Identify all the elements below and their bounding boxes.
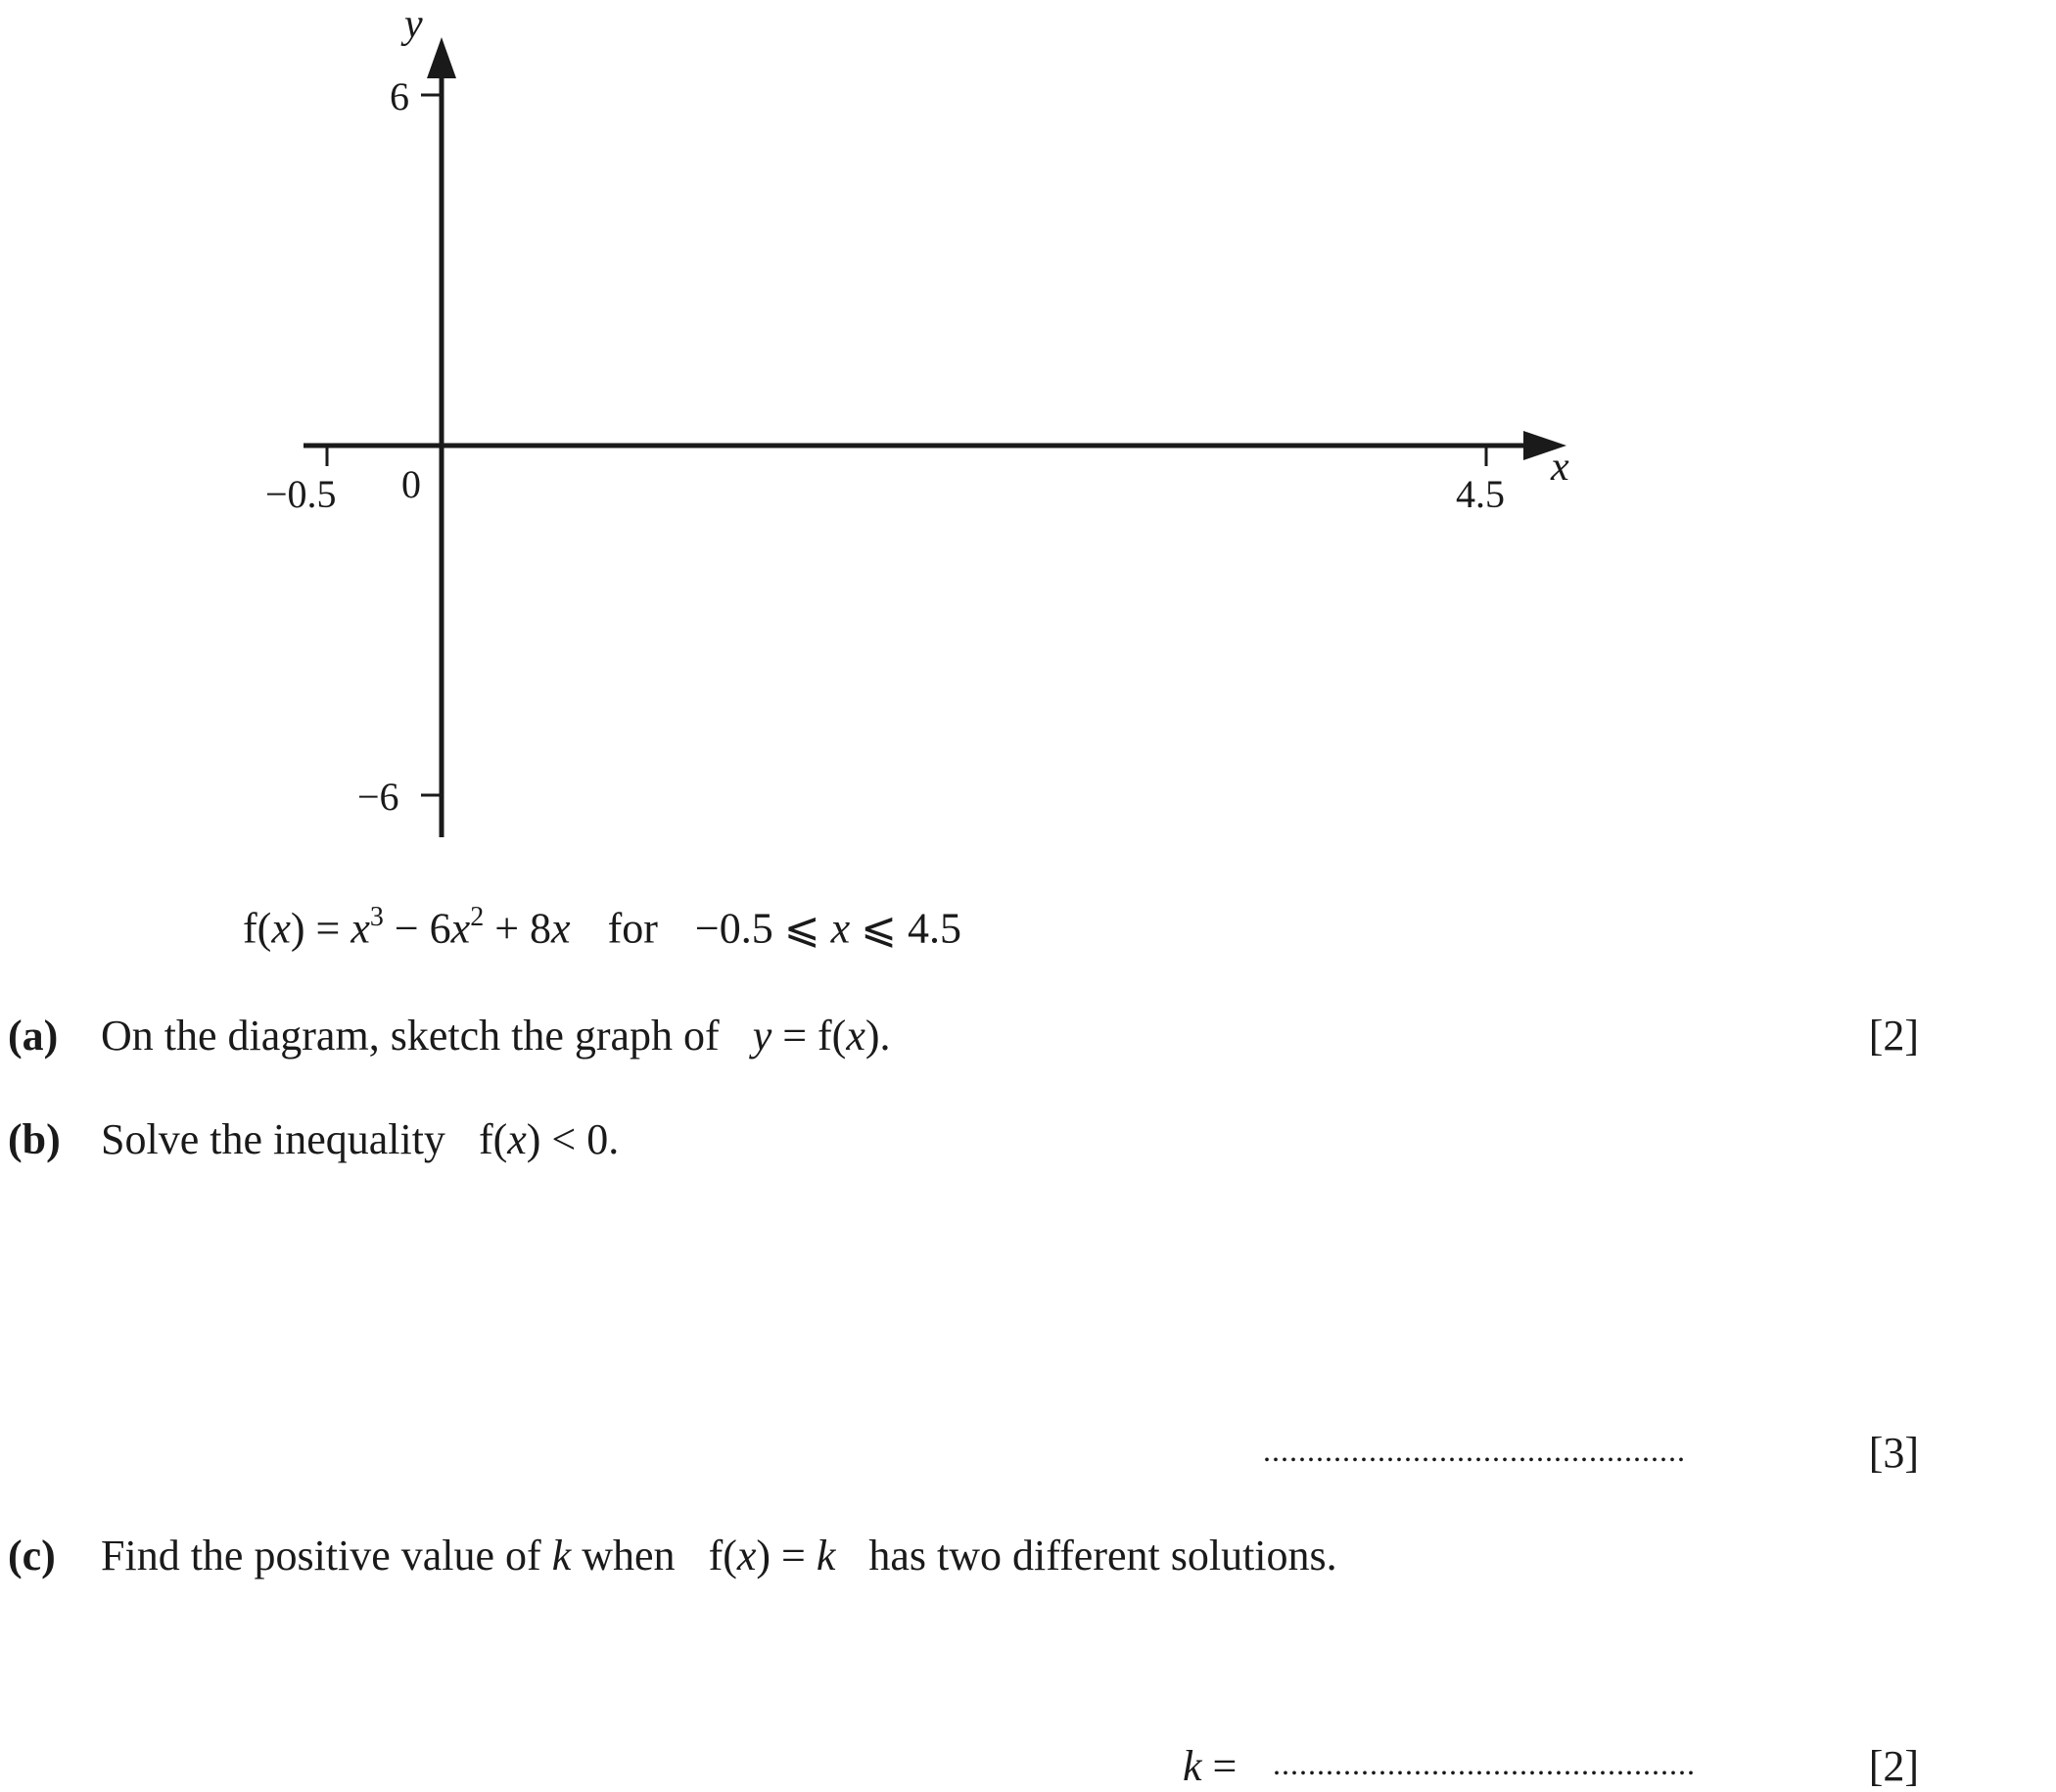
question-b-label: (b) xyxy=(8,1115,61,1163)
question-b-expr-1: f( xyxy=(478,1115,508,1163)
blank-axes-diagram xyxy=(0,0,2056,881)
question-c-expr-1: f( xyxy=(708,1532,737,1580)
func-domain-var: x xyxy=(830,904,851,953)
x-tick-label-4-5: 4.5 xyxy=(1456,472,1505,516)
function-definition xyxy=(243,902,961,953)
func-exp1: 3 xyxy=(369,902,384,932)
question-c-label: (c) xyxy=(8,1532,56,1580)
question-c-answer-line[interactable]: ................................................ xyxy=(1273,1746,1696,1781)
question-b-marks: [3] xyxy=(1868,1429,1919,1477)
question-b-answer-line[interactable]: ................................................ xyxy=(1263,1433,1686,1468)
question-c-expr-x: x xyxy=(736,1532,757,1580)
question-a-marks: [2] xyxy=(1868,1012,1919,1060)
question-b-expr-2: ) < 0. xyxy=(526,1115,620,1163)
question-c-text-2: when xyxy=(571,1532,676,1580)
func-rhs-1: ) = xyxy=(290,904,351,953)
question-c-text-3: has two different solutions. xyxy=(868,1532,1337,1580)
func-domain-post: ⩽ 4.5 xyxy=(850,904,961,953)
question-c-text xyxy=(101,1531,1337,1580)
question-c-answer-k: k xyxy=(1183,1742,1202,1790)
func-domain-pre: −0.5 ⩽ xyxy=(694,904,831,953)
func-t3: + 8 xyxy=(484,904,552,953)
question-c-marks: [2] xyxy=(1868,1742,1919,1790)
question-b-text xyxy=(101,1114,619,1164)
func-for-word: for xyxy=(607,904,658,953)
func-var: x xyxy=(271,904,291,953)
func-exp2: 2 xyxy=(470,902,485,932)
func-t2: − 6 xyxy=(383,904,451,953)
x-tick-label-minus-0-5: −0.5 xyxy=(265,472,337,516)
func-x2: x xyxy=(450,904,471,953)
question-a-expr-rest-2: ). xyxy=(864,1012,891,1060)
func-lhs: f( xyxy=(243,904,272,953)
question-c-expr-2: ) = xyxy=(756,1532,817,1580)
y-tick-label-minus-6: −6 xyxy=(357,775,399,819)
func-x3: x xyxy=(551,904,571,953)
question-a-expr-x: x xyxy=(846,1012,865,1060)
func-x1: x xyxy=(350,904,370,953)
question-c-k: k xyxy=(551,1532,572,1580)
origin-label: 0 xyxy=(401,462,421,506)
question-a-text-1: On the diagram, sketch the graph of xyxy=(101,1012,720,1060)
y-axis-arrowhead xyxy=(427,37,456,78)
y-tick-label-6: 6 xyxy=(390,74,409,118)
question-a-label: (a) xyxy=(8,1012,59,1060)
question-a-expr-var: y xyxy=(752,1012,772,1060)
x-axis-label: x xyxy=(1551,445,1569,490)
question-c-answer-prefix xyxy=(1183,1741,1237,1791)
question-c-answer-eq: = xyxy=(1201,1742,1238,1790)
question-c-text-1: Find the positive value of xyxy=(101,1532,552,1580)
question-b-expr-x: x xyxy=(507,1115,527,1163)
y-axis-label: y xyxy=(404,2,423,47)
question-a-text xyxy=(101,1011,891,1061)
question-c-expr-k: k xyxy=(816,1532,836,1580)
question-b-text-1: Solve the inequality xyxy=(101,1115,445,1163)
question-a-expr-rest-1: = f( xyxy=(771,1012,847,1060)
